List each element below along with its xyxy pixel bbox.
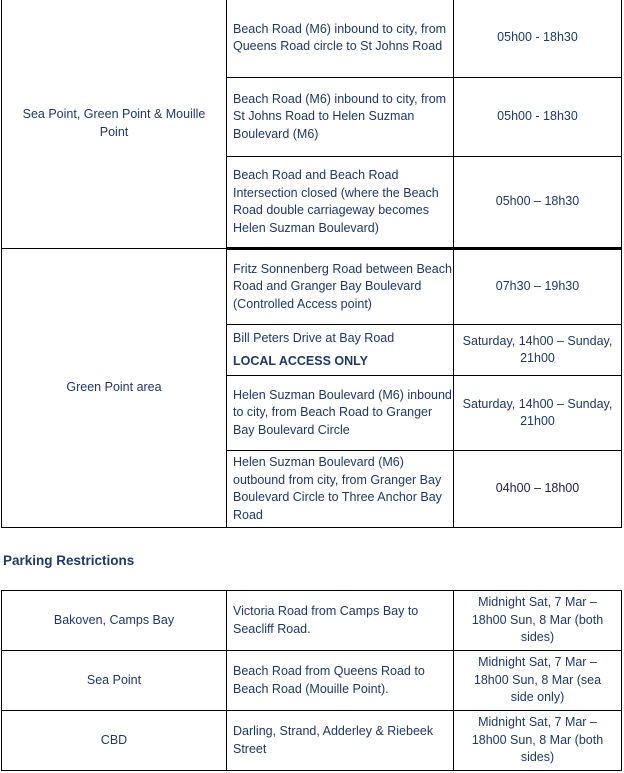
area-cell: CBD [2, 711, 227, 771]
closures-table [1, 0, 622, 528]
time-cell: Midnight Sat, 7 Mar – 18h00 Sun, 8 Mar (both sides) [454, 711, 622, 771]
road-cell: Helen Suzman Boulevard (M6) inbound to city, from Beach Road to Granger Bay Boulevard Circle [227, 376, 454, 451]
time-cell: 05h00 - 18h30 [454, 78, 622, 157]
access-note: LOCAL ACCESS ONLY [233, 354, 368, 368]
table-row [2, 249, 622, 325]
time-cell: 07h30 – 19h30 [454, 249, 622, 325]
road-cell: Victoria Road from Camps Bay to Seacliff Road. [227, 591, 454, 651]
table-row [2, 591, 622, 651]
table-row [2, 711, 622, 771]
road-cell: Beach Road and Beach Road Intersection closed (where the Beach Road double carriageway becomes Helen Suzman Boulevard) [227, 157, 454, 249]
road-cell: Darling, Strand, Adderley & Riebeek Street [227, 711, 454, 771]
section-heading: Parking Restrictions [3, 553, 135, 568]
road-cell [227, 325, 454, 376]
time-cell: 04h00 – 18h00 [454, 451, 622, 528]
road-cell: Beach Road (M6) inbound to city, from St Johns Road to Helen Suzman Boulevard (M6) [227, 78, 454, 157]
area-cell: Bakoven, Camps Bay [2, 591, 227, 651]
road-cell: Beach Road (M6) inbound to city, from Queens Road circle to St Johns Road [227, 0, 454, 78]
parking-table [1, 590, 622, 771]
road-cell: Fritz Sonnenberg Road between Beach Road and Granger Bay Boulevard (Controlled Access point) [227, 249, 454, 325]
time-cell: 05h00 - 18h30 [454, 0, 622, 78]
time-cell: Saturday, 14h00 – Sunday, 21h00 [454, 325, 622, 376]
time-cell: Saturday, 14h00 – Sunday, 21h00 [454, 376, 622, 451]
road-cell: Helen Suzman Boulevard (M6) outbound from city, from Granger Bay Boulevard Circle to Three Anchor Bay Road [227, 451, 454, 528]
table-row [2, 651, 622, 711]
time-cell: Midnight Sat, 7 Mar – 18h00 Sun, 8 Mar (sea side only) [454, 651, 622, 711]
area-cell: Green Point area [2, 249, 227, 528]
table-row [2, 0, 622, 78]
road-name: Bill Peters Drive at Bay Road [233, 330, 395, 345]
area-cell: Sea Point, Green Point & Mouille Point [2, 0, 227, 249]
time-cell: 05h00 – 18h30 [454, 157, 622, 249]
road-cell: Beach Road from Queens Road to Beach Road (Mouille Point). [227, 651, 454, 711]
area-cell: Sea Point [2, 651, 227, 711]
time-cell: Midnight Sat, 7 Mar – 18h00 Sun, 8 Mar (both sides) [454, 591, 622, 651]
